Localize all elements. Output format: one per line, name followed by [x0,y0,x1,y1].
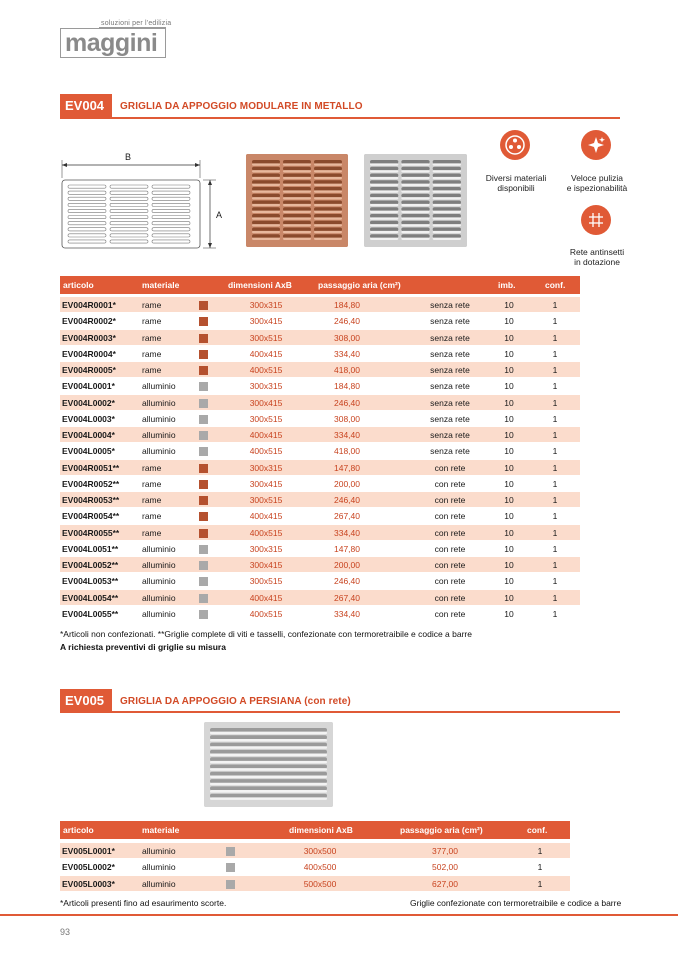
cell-imb: 10 [504,462,514,473]
cell-passaggio: 246,40 [334,576,360,587]
cell-conf: 1 [552,511,558,522]
cell-rete: con rete [434,543,466,554]
feature-label-materials [478,173,554,193]
cell-conf: 1 [552,413,558,424]
cell-passaggio: 246,40 [334,316,360,327]
cell-conf: 1 [552,608,558,619]
cell-articolo: EV005L0003* [62,878,115,889]
dimension-diagram [58,150,228,260]
cell-imb: 10 [504,560,514,570]
cell-materiale: alluminio [142,846,176,856]
cell-materiale: rame [142,332,162,343]
material-swatch [199,464,208,473]
cell-imb: 10 [504,527,514,538]
cell-passaggio: 246,40 [334,495,360,505]
feature-line: in dotazione [574,257,620,267]
cell-articolo: EV004L0054** [62,592,119,603]
cell-rete: con rete [434,511,466,522]
table-row [60,427,580,443]
col-dimensioni: dimensioni AxB [228,280,292,290]
table-row [60,590,580,606]
col-conf: conf. [545,280,566,290]
material-swatch [199,334,208,343]
cell-dimensioni: 300x315 [249,543,283,554]
cell-articolo: EV004R0054** [62,511,120,522]
material-swatch [199,480,208,489]
feature-line: Veloce pulizia [571,173,623,183]
cell-articolo: EV005L0001* [62,846,115,856]
cell-passaggio: 377,00 [432,846,458,856]
cell-dimensioni: 400x515 [249,446,283,457]
cell-passaggio: 147,80 [334,543,360,554]
col-materiale: materiale [142,825,180,835]
material-swatch [199,610,208,619]
cell-rete: senza rete [430,430,470,440]
cell-passaggio: 627,00 [432,878,458,889]
cell-articolo: EV004R0003* [62,332,116,343]
cell-imb: 10 [504,543,514,554]
cell-conf: 1 [552,478,558,489]
cell-materiale: alluminio [142,381,176,392]
cell-imb: 10 [504,511,514,522]
ev004-table-header [60,276,580,294]
cell-imb: 10 [504,576,514,587]
cell-dimensioni: 300x515 [249,495,283,505]
cell-conf: 1 [552,397,558,408]
copper-grille-photo [246,154,348,247]
cell-passaggio: 267,40 [334,592,360,603]
cell-rete: senza rete [430,365,470,375]
cell-articolo: EV004L0002* [62,397,115,408]
logo-name: maggini [65,29,158,57]
feature-line: Diversi materiali [485,173,547,183]
material-swatch [199,431,208,440]
cell-imb: 10 [504,608,514,619]
material-swatch [199,382,208,391]
material-swatch [226,880,235,889]
table-row [60,557,580,573]
cell-dimensioni: 500x500 [303,878,337,889]
dots-circle-icon [500,130,530,160]
col-materiale: materiale [142,280,180,290]
cell-materiale: rame [142,365,162,375]
material-swatch [199,366,208,375]
cell-rete: con rete [434,527,466,538]
cell-materiale: rame [142,300,162,310]
table-row [60,859,570,875]
cell-articolo: EV004L0051** [62,543,119,554]
cell-materiale: rame [142,511,162,522]
cell-passaggio: 184,80 [334,381,360,392]
feature-label-mesh [556,247,638,267]
cell-imb: 10 [504,478,514,489]
cell-passaggio: 418,00 [334,365,360,375]
cell-imb: 10 [504,592,514,603]
material-swatch [226,863,235,872]
cell-passaggio: 308,00 [334,332,360,343]
cell-imb: 10 [504,430,514,440]
table-row [60,573,580,589]
cell-dimensioni: 300x415 [249,397,283,408]
brand-logo [60,28,166,58]
cell-imb: 10 [504,365,514,375]
cell-rete: senza rete [430,397,470,408]
material-swatch [199,496,208,505]
cell-passaggio: 502,00 [432,862,458,873]
cell-conf: 1 [537,862,543,873]
material-swatch [199,561,208,570]
grid-mesh-icon [581,205,611,235]
cell-imb: 10 [504,495,514,505]
col-articolo: articolo [63,280,94,290]
cell-materiale: rame [142,462,162,473]
cell-conf: 1 [537,878,543,889]
col-passaggio: passaggio aria (cm²) [400,825,483,835]
logo-tagline: soluzioni per l'edilizia [101,20,172,27]
cell-dimensioni: 400x415 [249,348,283,359]
cell-rete: senza rete [430,446,470,457]
cell-materiale: rame [142,495,162,505]
material-swatch [199,577,208,586]
cell-conf: 1 [552,462,558,473]
cell-conf: 1 [552,348,558,359]
cell-conf: 1 [537,846,543,856]
louvre-grille-photo [204,722,333,807]
col-conf: conf. [527,825,548,835]
table-row [60,313,580,329]
cell-passaggio: 200,00 [334,560,360,570]
material-swatch [199,301,208,310]
table-row [60,395,580,411]
ev004-note-custom: A richiesta preventivi di griglie su misura [60,642,226,652]
cell-passaggio: 200,00 [334,478,360,489]
cell-imb: 10 [504,300,514,310]
cell-conf: 1 [552,560,558,570]
material-swatch [199,350,208,359]
cell-conf: 1 [552,592,558,603]
material-swatch [226,847,235,856]
ev005-note-left: *Articoli presenti fino ad esaurimento scorte. [60,898,227,908]
cell-imb: 10 [504,397,514,408]
cell-rete: senza rete [430,300,470,310]
cell-materiale: alluminio [142,878,176,889]
cell-rete: con rete [434,592,466,603]
table-row [60,525,580,541]
cell-materiale: rame [142,316,162,327]
cell-dimensioni: 400x415 [249,592,283,603]
cell-imb: 10 [504,348,514,359]
cell-passaggio: 147,80 [334,462,360,473]
material-swatch [199,415,208,424]
cell-materiale: rame [142,478,162,489]
cell-conf: 1 [552,576,558,587]
table-row [60,876,570,892]
cell-dimensioni: 300x315 [249,381,283,392]
cell-materiale: alluminio [142,560,176,570]
cell-articolo: EV004R0004* [62,348,116,359]
cell-dimensioni: 300x415 [249,316,283,327]
feature-label-cleaning [556,173,638,193]
cell-rete: con rete [434,495,466,505]
table-row [60,346,580,362]
cell-articolo: EV004R0055** [62,527,120,538]
cell-rete: con rete [434,462,466,473]
cell-imb: 10 [504,316,514,327]
table-row [60,362,580,378]
material-swatch [199,317,208,326]
material-swatch [199,545,208,554]
cell-conf: 1 [552,300,558,310]
cell-rete: con rete [434,576,466,587]
cell-materiale: alluminio [142,430,176,440]
table-row [60,843,570,859]
cell-materiale: alluminio [142,592,176,603]
cell-articolo: EV004R0052** [62,478,120,489]
page-number: 93 [60,927,71,937]
ev005-table-header [60,821,570,839]
cell-materiale: rame [142,348,162,359]
table-row [60,508,580,524]
cell-rete: con rete [434,478,466,489]
cell-dimensioni: 300x515 [249,413,283,424]
col-passaggio: passaggio aria (cm²) [318,280,401,290]
cell-imb: 10 [504,413,514,424]
cell-materiale: alluminio [142,543,176,554]
cell-passaggio: 334,40 [334,430,360,440]
cell-conf: 1 [552,381,558,392]
cell-conf: 1 [552,332,558,343]
sparkle-icon [581,130,611,160]
table-row [60,443,580,459]
col-imb: imb. [498,280,516,290]
cell-articolo: EV004R0002* [62,316,116,327]
material-swatch [199,512,208,521]
cell-materiale: alluminio [142,413,176,424]
material-swatch [199,399,208,408]
cell-rete: senza rete [430,348,470,359]
footer-rule [0,914,678,916]
cell-conf: 1 [552,430,558,440]
col-dimensioni: dimensioni AxB [289,825,353,835]
cell-dimensioni: 300x500 [303,846,337,856]
cell-dimensioni: 400x500 [303,862,337,873]
cell-dimensioni: 400x515 [249,608,283,619]
cell-materiale: alluminio [142,446,176,457]
diagram-label-b: B [125,152,132,162]
table-row [60,476,580,492]
section-code-ev005: EV005 [60,689,112,713]
table-row [60,460,580,476]
cell-articolo: EV004L0005* [62,446,115,457]
section-title-ev004: GRIGLIA DA APPOGGIO MODULARE IN METALLO [120,101,363,112]
cell-rete: senza rete [430,316,470,327]
cell-passaggio: 308,00 [334,413,360,424]
cell-articolo: EV004L0052** [62,560,119,570]
cell-passaggio: 418,00 [334,446,360,457]
cell-conf: 1 [552,495,558,505]
cell-rete: senza rete [430,381,470,392]
cell-articolo: EV004L0055** [62,608,119,619]
cell-dimensioni: 300x515 [249,332,283,343]
cell-articolo: EV004R0051** [62,462,120,473]
cell-imb: 10 [504,332,514,343]
cell-materiale: alluminio [142,608,176,619]
cell-dimensioni: 300x315 [249,462,283,473]
feature-line: e ispezionabilità [566,183,628,193]
cell-imb: 10 [504,446,514,457]
ev005-note-right: Griglie confezionate con termoretraibile e codice a barre [410,898,622,908]
cell-materiale: alluminio [142,576,176,587]
section-rule-ev004 [60,117,620,119]
cell-articolo: EV004R0001* [62,300,116,310]
cell-dimensioni: 300x415 [249,560,283,570]
col-articolo: articolo [63,825,94,835]
cell-materiale: rame [142,527,162,538]
cell-passaggio: 334,40 [334,348,360,359]
cell-dimensioni: 400x415 [249,511,283,522]
cell-articolo: EV004R0053** [62,495,120,505]
feature-line: Rete antinsetti [569,247,625,257]
cell-conf: 1 [552,365,558,375]
section-code-ev004: EV004 [60,94,112,118]
cell-conf: 1 [552,316,558,327]
cell-conf: 1 [552,527,558,538]
cell-rete: senza rete [430,332,470,343]
cell-materiale: alluminio [142,397,176,408]
section-title-ev005: GRIGLIA DA APPOGGIO A PERSIANA (con rete) [120,696,351,707]
aluminium-grille-photo [364,154,467,247]
cell-dimensioni: 300x315 [249,300,283,310]
cell-dimensioni: 400x515 [249,365,283,375]
diagram-label-a: A [216,210,223,220]
material-swatch [199,447,208,456]
cell-rete: con rete [434,560,466,570]
cell-dimensioni: 400x415 [249,430,283,440]
cell-passaggio: 246,40 [334,397,360,408]
table-row [60,378,580,394]
cell-conf: 1 [552,543,558,554]
cell-imb: 10 [504,381,514,392]
table-row [60,492,580,508]
cell-passaggio: 267,40 [334,511,360,522]
material-swatch [199,594,208,603]
table-row [60,411,580,427]
cell-dimensioni: 300x415 [249,478,283,489]
cell-articolo: EV005L0002* [62,862,115,873]
cell-articolo: EV004L0004* [62,430,115,440]
section-rule-ev005 [60,711,620,713]
cell-articolo: EV004L0003* [62,413,115,424]
cell-articolo: EV004R0005* [62,365,116,375]
cell-articolo: EV004L0001* [62,381,115,392]
cell-articolo: EV004L0053** [62,576,119,587]
material-swatch [199,529,208,538]
table-row [60,330,580,346]
table-row [60,606,580,622]
cell-conf: 1 [552,446,558,457]
table-row [60,297,580,313]
cell-materiale: alluminio [142,862,176,873]
cell-rete: senza rete [430,413,470,424]
cell-dimensioni: 400x515 [249,527,283,538]
cell-rete: con rete [434,608,466,619]
feature-line: disponibili [497,183,535,193]
table-row [60,541,580,557]
cell-passaggio: 334,40 [334,527,360,538]
ev004-note: *Articoli non confezionati. **Griglie complete di viti e tasselli, confezionate con termoretraibile e codice a barre [60,629,472,639]
cell-dimensioni: 300x515 [249,576,283,587]
cell-passaggio: 184,80 [334,300,360,310]
cell-passaggio: 334,40 [334,608,360,619]
